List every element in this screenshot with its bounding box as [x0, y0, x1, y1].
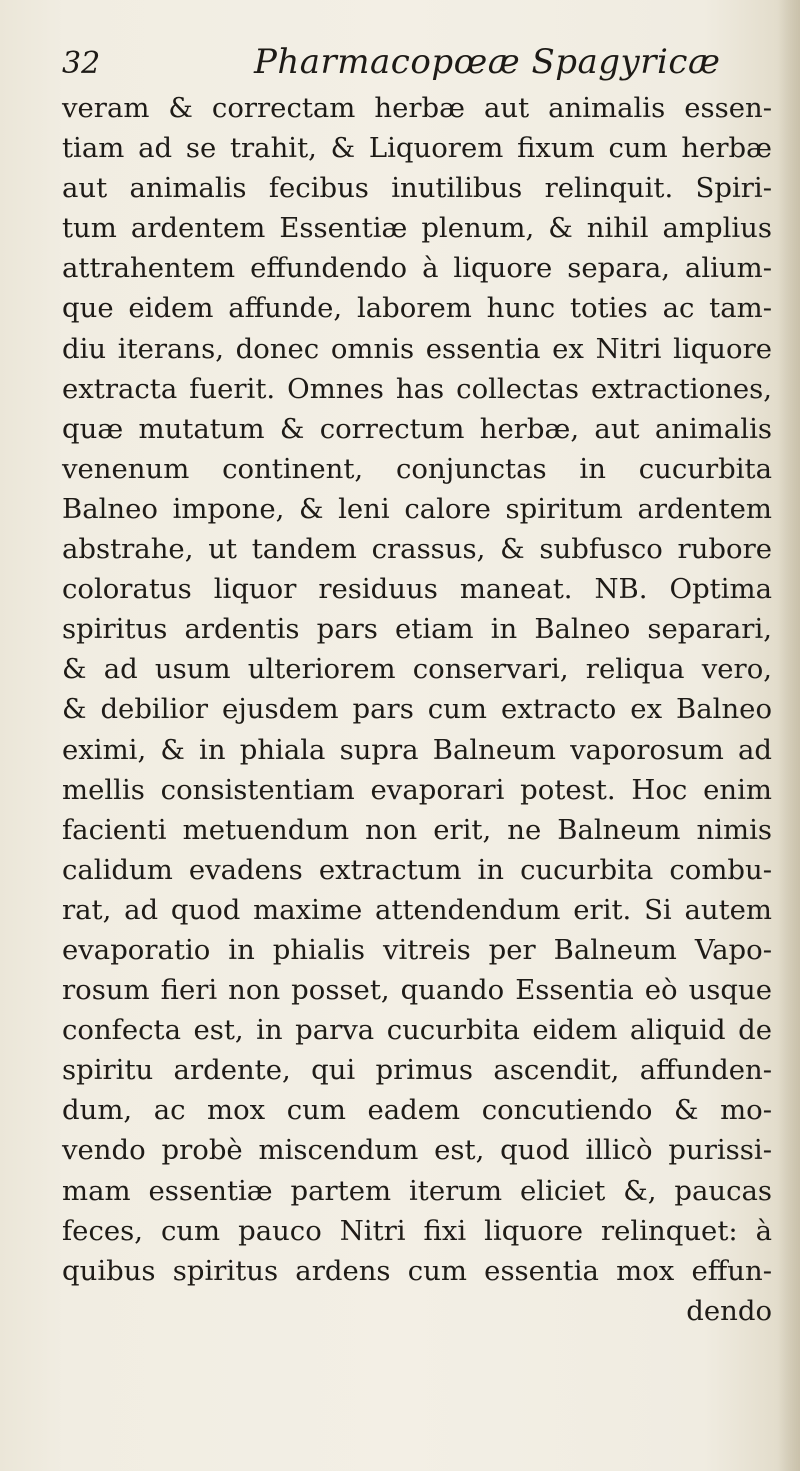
- text-line: mam essentiæ partem iterum eliciet &, paucas: [62, 1174, 772, 1207]
- page-header: [62, 42, 762, 92]
- text-line: vendo probè miscendum est, quod illicò purissi-: [62, 1134, 772, 1167]
- catchword: dendo: [686, 1294, 772, 1327]
- text-line: Balneo impone, & leni calore spiritum ardentem: [62, 492, 772, 525]
- text-line: abstrahe, ut tandem crassus, & subfusco rubore: [62, 533, 772, 566]
- page-number: 32: [62, 46, 101, 81]
- text-line: quibus spiritus ardens cum essentia mox effun-: [62, 1254, 772, 1287]
- text-line: dum, ac mox cum eadem concutiendo & mo-: [62, 1094, 772, 1127]
- text-line: extracta fuerit. Omnes has collectas extractiones,: [62, 372, 772, 405]
- text-line: quæ mutatum & correctum herbæ, aut animalis: [62, 412, 772, 445]
- body-text: [62, 88, 782, 1331]
- text-line: eximi, & in phiala supra Balneum vaporosum ad: [62, 733, 772, 766]
- text-line: facienti metuendum non erit, ne Balneum nimis: [62, 813, 772, 846]
- text-line: confecta est, in parva cucurbita eidem aliquid de: [62, 1014, 772, 1047]
- running-title: Pharmacopœæ Spagyricæ: [254, 42, 721, 82]
- text-line: mellis consistentiam evaporari potest. Hoc enim: [62, 773, 772, 806]
- text-line: rat, ad quod maxime attendendum erit. Si autem: [62, 893, 772, 926]
- text-line: veram & correctam herbæ aut animalis essen-: [62, 92, 772, 124]
- text-line: que eidem affunde, laborem hunc toties ac tam-: [62, 292, 772, 325]
- text-line: venenum continent, conjunctas in cucurbita: [62, 452, 772, 485]
- text-line: diu iterans, donec omnis essentia ex Nitri liquore: [62, 332, 772, 365]
- text-line: spiritus ardentis pars etiam in Balneo separari,: [62, 613, 772, 646]
- text-line: attrahentem effundendo à liquore separa, alium-: [62, 252, 772, 285]
- text-line: calidum evadens extractum in cucurbita combu-: [62, 853, 772, 886]
- text-line: aut animalis fecibus inutilibus relinquit. Spiri-: [62, 172, 772, 205]
- text-line: tiam ad se trahit, & Liquorem fixum cum herbæ: [62, 132, 772, 165]
- text-line: rosum fieri non posset, quando Essentia eò usque: [62, 974, 772, 1007]
- text-line: & debilior ejusdem pars cum extracto ex Balneo: [62, 693, 772, 726]
- text-line: & ad usum ulteriorem conservari, reliqua vero,: [62, 653, 772, 686]
- text-line: spiritu ardente, qui primus ascendit, affunden-: [62, 1054, 772, 1087]
- text-line: evaporatio in phialis vitreis per Balneum Vapo-: [62, 933, 772, 966]
- text-line: coloratus liquor residuus maneat. NB. Optima: [62, 573, 772, 606]
- text-line: tum ardentem Essentiæ plenum, & nihil amplius: [62, 212, 772, 245]
- text-line: feces, cum pauco Nitri fixi liquore relinquet: à: [62, 1214, 772, 1247]
